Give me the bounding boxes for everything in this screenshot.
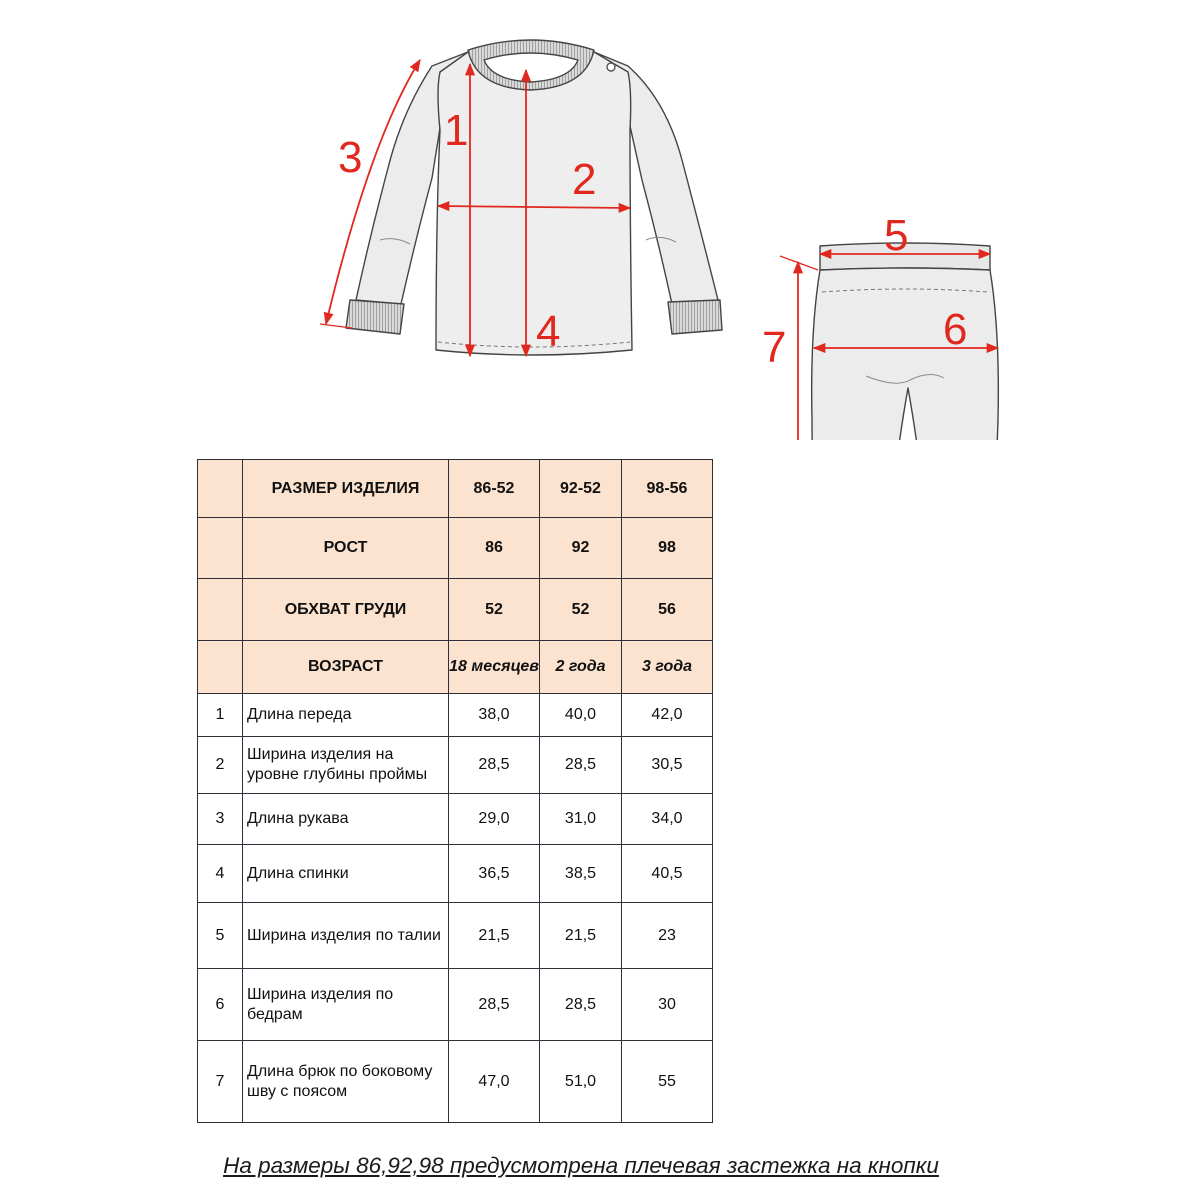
row-value: 21,5 bbox=[540, 903, 622, 969]
label-7: 7 bbox=[762, 323, 787, 372]
row-number: 6 bbox=[198, 969, 243, 1041]
label-2: 2 bbox=[572, 155, 597, 204]
row-value: 34,0 bbox=[622, 794, 713, 845]
row-description: Ширина изделия на уровне глубины проймы bbox=[243, 737, 449, 794]
row-description: Ширина изделия по бедрам bbox=[243, 969, 449, 1041]
row-number: 5 bbox=[198, 903, 243, 969]
row-description: Длина брюк по боковому шву с поясом bbox=[243, 1041, 449, 1123]
row-value: 23 bbox=[622, 903, 713, 969]
row-description: Ширина изделия по талии bbox=[243, 903, 449, 969]
shirt-left-cuff bbox=[346, 300, 404, 334]
row-value: 51,0 bbox=[540, 1041, 622, 1123]
row-number: 7 bbox=[198, 1041, 243, 1123]
row-number: 4 bbox=[198, 845, 243, 903]
header-value: 2 года bbox=[540, 641, 622, 694]
row-value: 30,5 bbox=[622, 737, 713, 794]
row-value: 30 bbox=[622, 969, 713, 1041]
row-value: 21,5 bbox=[449, 903, 540, 969]
label-1: 1 bbox=[444, 106, 469, 155]
row-number: 2 bbox=[198, 737, 243, 794]
row-value: 36,5 bbox=[449, 845, 540, 903]
table-row bbox=[198, 1041, 713, 1123]
row-value: 28,5 bbox=[449, 737, 540, 794]
row-value: 55 bbox=[622, 1041, 713, 1123]
row-description: Длина переда bbox=[243, 694, 449, 737]
row-value: 28,5 bbox=[540, 737, 622, 794]
header-num-cell bbox=[198, 579, 243, 641]
table-row bbox=[198, 903, 713, 969]
header-value: 98 bbox=[622, 518, 713, 579]
row-description: Длина рукава bbox=[243, 794, 449, 845]
header-label: ОБХВАТ ГРУДИ bbox=[243, 579, 449, 641]
header-value: 3 года bbox=[622, 641, 713, 694]
header-num-cell bbox=[198, 460, 243, 518]
header-row-age bbox=[198, 641, 713, 694]
row-number: 1 bbox=[198, 694, 243, 737]
header-row-size bbox=[198, 460, 713, 518]
header-row-chest bbox=[198, 579, 713, 641]
header-value: 98-56 bbox=[622, 460, 713, 518]
row-value: 38,0 bbox=[449, 694, 540, 737]
header-value: 86 bbox=[449, 518, 540, 579]
row-value: 40,0 bbox=[540, 694, 622, 737]
row-value: 28,5 bbox=[540, 969, 622, 1041]
header-label: ВОЗРАСТ bbox=[243, 641, 449, 694]
header-label: РАЗМЕР ИЗДЕЛИЯ bbox=[243, 460, 449, 518]
row-value: 40,5 bbox=[622, 845, 713, 903]
label-6: 6 bbox=[943, 305, 968, 354]
table-row bbox=[198, 969, 713, 1041]
row-value: 38,5 bbox=[540, 845, 622, 903]
header-row-height bbox=[198, 518, 713, 579]
shirt-right-cuff bbox=[668, 300, 722, 334]
header-value: 18 месяцев bbox=[449, 641, 540, 694]
row-value: 31,0 bbox=[540, 794, 622, 845]
label-4: 4 bbox=[536, 307, 561, 356]
shirt-drawing bbox=[346, 40, 722, 355]
header-value: 52 bbox=[449, 579, 540, 641]
header-num-cell bbox=[198, 641, 243, 694]
row-description: Длина спинки bbox=[243, 845, 449, 903]
header-value: 52 bbox=[540, 579, 622, 641]
shirt-body bbox=[436, 52, 632, 355]
header-value: 92 bbox=[540, 518, 622, 579]
table-row bbox=[198, 737, 713, 794]
pants-drawing bbox=[812, 243, 999, 440]
table-row bbox=[198, 794, 713, 845]
header-value: 56 bbox=[622, 579, 713, 641]
size-table bbox=[197, 459, 713, 1123]
table-row bbox=[198, 845, 713, 903]
header-value: 92-52 bbox=[540, 460, 622, 518]
header-label: РОСТ bbox=[243, 518, 449, 579]
row-number: 3 bbox=[198, 794, 243, 845]
header-value: 86-52 bbox=[449, 460, 540, 518]
row-value: 29,0 bbox=[449, 794, 540, 845]
footnote: На размеры 86,92,98 предусмотрена плечевая застежка на кнопки bbox=[223, 1153, 939, 1178]
row-value: 28,5 bbox=[449, 969, 540, 1041]
pants-legs bbox=[812, 268, 999, 440]
label-5: 5 bbox=[884, 211, 909, 260]
header-num-cell bbox=[198, 518, 243, 579]
row-value: 42,0 bbox=[622, 694, 713, 737]
row-value: 47,0 bbox=[449, 1041, 540, 1123]
table-row bbox=[198, 694, 713, 737]
label-3: 3 bbox=[338, 133, 363, 182]
garment-diagram bbox=[0, 0, 1200, 440]
